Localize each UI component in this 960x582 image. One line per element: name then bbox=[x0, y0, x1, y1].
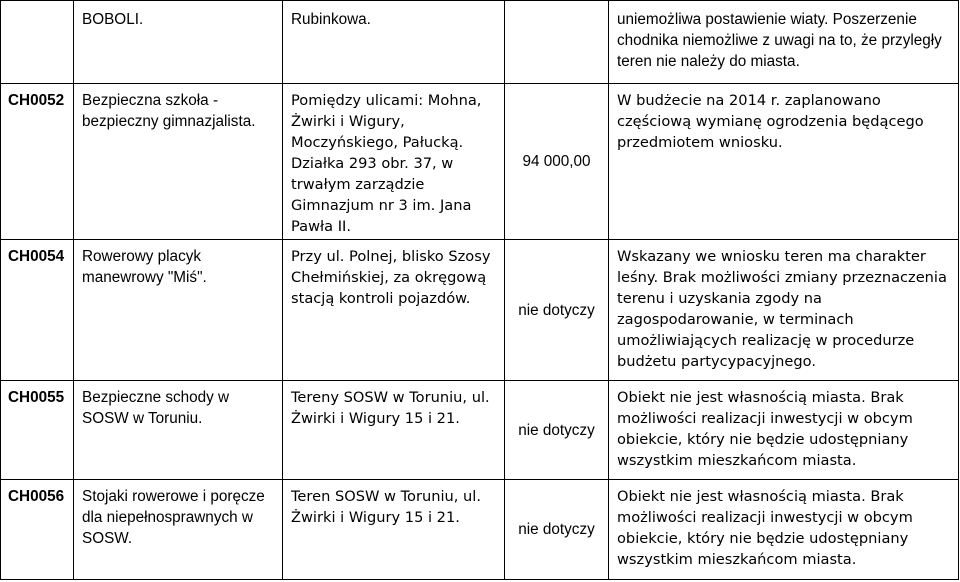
project-location: Przy ul. Polnej, blisko Szosy Chełmińskiej, za okręgową stacją kontroli pojazdów. bbox=[283, 240, 505, 381]
project-name: Rowerowy placyk manewrowy "Miś". bbox=[74, 240, 283, 381]
project-amount bbox=[505, 1, 609, 84]
project-location: Teren SOSW w Toruniu, ul. Żwirki i Wigury 15 i 21. bbox=[283, 480, 505, 580]
project-amount: nie dotyczy bbox=[505, 240, 609, 381]
project-note: Obiekt nie jest własnością miasta. Brak możliwości realizacji inwestycji w obcym obiekcie, który nie będzie udostępniany wszystkim mieszkańcom miasta. bbox=[609, 381, 959, 480]
project-note: uniemożliwa postawienie wiaty. Poszerzenie chodnika niemożliwe z uwagi na to, że przyległy teren nie należy do miasta. bbox=[609, 1, 959, 84]
project-amount: nie dotyczy bbox=[505, 480, 609, 580]
table-row bbox=[1, 381, 959, 480]
project-code bbox=[1, 1, 74, 84]
table-row bbox=[1, 480, 959, 580]
project-note: W budżecie na 2014 r. zaplanowano częściową wymianę ogrodzenia będącego przedmiotem wniosku. bbox=[609, 84, 959, 240]
table-row bbox=[1, 240, 959, 381]
project-location: Tereny SOSW w Toruniu, ul. Żwirki i Wigury 15 i 21. bbox=[283, 381, 505, 480]
project-code: CH0054 bbox=[1, 240, 74, 381]
table-row bbox=[1, 84, 959, 240]
project-note: Obiekt nie jest własnością miasta. Brak możliwości realizacji inwestycji w obcym obiekcie, który nie będzie udostępniany wszystkim mieszkańcom miasta. bbox=[609, 480, 959, 580]
project-location: Pomiędzy ulicami: Mohna, Żwirki i Wigury, Moczyńskiego, Pałucką. Działka 293 obr. 37, w trwałym zarządzie Gimnazjum nr 3 im. Jana Pawła II. bbox=[283, 84, 505, 240]
project-name: BOBOLI. bbox=[74, 1, 283, 84]
project-location: Rubinkowa. bbox=[283, 1, 505, 84]
project-name: Bezpieczne schody w SOSW w Toruniu. bbox=[74, 381, 283, 480]
project-name: Bezpieczna szkoła - bezpieczny gimnazjalista. bbox=[74, 84, 283, 240]
project-amount: 94 000,00 bbox=[505, 84, 609, 240]
project-name: Stojaki rowerowe i poręcze dla niepełnosprawnych w SOSW. bbox=[74, 480, 283, 580]
project-note: Wskazany we wniosku teren ma charakter leśny. Brak możliwości zmiany przeznaczenia terenu i uzyskania zgody na zagospodarowanie, w terminach umożliwiających realizację w procedurze budżetu partycypacyjnego. bbox=[609, 240, 959, 381]
project-code: CH0052 bbox=[1, 84, 74, 240]
table-row bbox=[1, 1, 959, 84]
project-code: CH0055 bbox=[1, 381, 74, 480]
project-amount: nie dotyczy bbox=[505, 381, 609, 480]
project-code: CH0056 bbox=[1, 480, 74, 580]
